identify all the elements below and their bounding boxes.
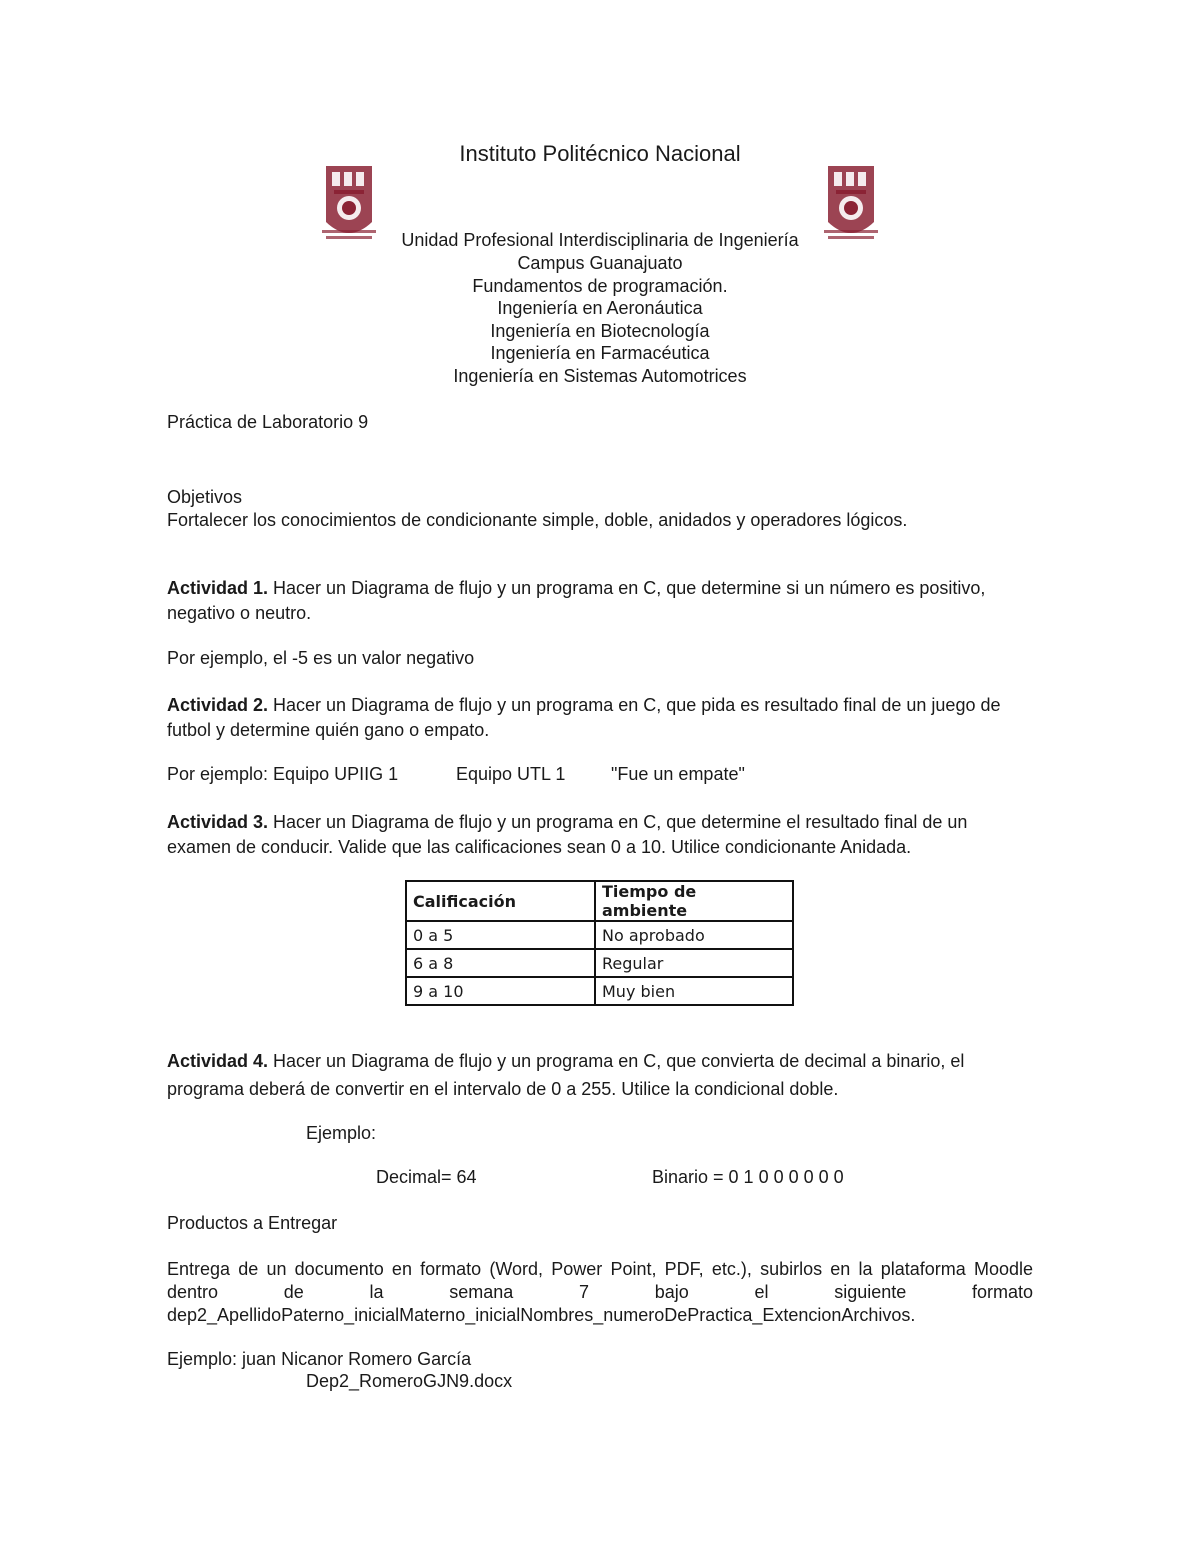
activity-2 xyxy=(167,693,1033,743)
header-line-program-pharma: Ingeniería en Farmacéutica xyxy=(490,343,710,363)
activity-1 xyxy=(167,576,1033,626)
table-cell: Regular xyxy=(595,949,793,977)
grades-table xyxy=(405,880,794,1006)
activity-4-text: Hacer un Diagrama de flujo y un programa en C, que convierta de decimal a binario, el programa deberá de convertir en el intervalo de 0 a 255. Utilice la condicional doble. xyxy=(167,1051,965,1099)
practice-title: Práctica de Laboratorio 9 xyxy=(167,412,369,432)
activity-1-text: Hacer un Diagrama de flujo y un programa en C, que determine si un número es positivo, negativo o neutro. xyxy=(167,578,986,623)
header-line-program-bio: Ingeniería en Biotecnología xyxy=(490,321,710,341)
institution-title: Instituto Politécnico Nacional xyxy=(459,141,741,166)
activity-4-label: Actividad 4. xyxy=(167,1051,269,1071)
table-row xyxy=(406,949,793,977)
activity-2-text: Hacer un Diagrama de flujo y un programa en C, que pida es resultado final de un juego de futbol y determine quién gano o empato. xyxy=(167,695,1001,740)
table-row xyxy=(406,977,793,1005)
activity-3-label: Actividad 3. xyxy=(167,812,269,832)
table-header-cell: Tiempo de ambiente xyxy=(595,881,793,921)
table-cell: Muy bien xyxy=(595,977,793,1005)
activity-4-decimal: Decimal= 64 xyxy=(376,1167,477,1187)
header-line-course: Fundamentos de programación. xyxy=(472,276,728,296)
activity-2-example-team-b: Equipo UTL 1 xyxy=(456,764,566,784)
table-header-cell: Calificación xyxy=(406,881,595,921)
activity-3-text: Hacer un Diagrama de flujo y un programa en C, que determine el resultado final de un examen de conducir. Valide que las calificaciones sean 0 a 10. Utilice condicionante Anidada. xyxy=(167,812,968,857)
activity-4 xyxy=(167,1047,1033,1103)
objectives-text: Fortalecer los conocimientos de condicionante simple, doble, anidados y operadores lógicos. xyxy=(167,510,908,530)
activity-2-example-result: "Fue un empate" xyxy=(611,764,745,784)
activity-4-binary: Binario = 0 1 0 0 0 0 0 0 xyxy=(652,1167,844,1187)
activity-2-label: Actividad 2. xyxy=(167,695,269,715)
header-line-program-auto: Ingeniería en Sistemas Automotrices xyxy=(453,366,747,386)
header-line-program-aero: Ingeniería en Aeronáutica xyxy=(497,298,703,318)
activity-3 xyxy=(167,810,1033,860)
activity-2-example-team-a: Por ejemplo: Equipo UPIIG 1 xyxy=(167,764,399,784)
table-cell: 6 a 8 xyxy=(406,949,595,977)
table-cell: 0 a 5 xyxy=(406,921,595,949)
objectives-heading: Objetivos xyxy=(167,487,243,507)
header-line-unit: Unidad Profesional Interdisciplinaria de Ingeniería xyxy=(401,230,799,250)
header-line-campus: Campus Guanajuato xyxy=(517,253,683,273)
activity-1-label: Actividad 1. xyxy=(167,578,269,598)
activity-1-example: Por ejemplo, el -5 es un valor negativo xyxy=(167,648,475,668)
deliverables-example-file: Dep2_RomeroGJN9.docx xyxy=(306,1371,513,1391)
table-header-row xyxy=(406,881,793,921)
table-cell: No aprobado xyxy=(595,921,793,949)
activity-4-example-label: Ejemplo: xyxy=(306,1123,377,1143)
deliverables-example-name: Ejemplo: juan Nicanor Romero García xyxy=(167,1349,472,1369)
table-row xyxy=(406,921,793,949)
deliverables-heading: Productos a Entregar xyxy=(167,1213,338,1233)
deliverables-text: Entrega de un documento en formato (Word, Power Point, PDF, etc.), subirlos en la plataforma Moodle dentro de la semana 7 bajo el siguiente formato dep2_ApellidoPaterno_inicialMaterno_inicialNombres_numeroDePractica_ExtencionArchivos. xyxy=(167,1259,1033,1325)
table-cell: 9 a 10 xyxy=(406,977,595,1005)
